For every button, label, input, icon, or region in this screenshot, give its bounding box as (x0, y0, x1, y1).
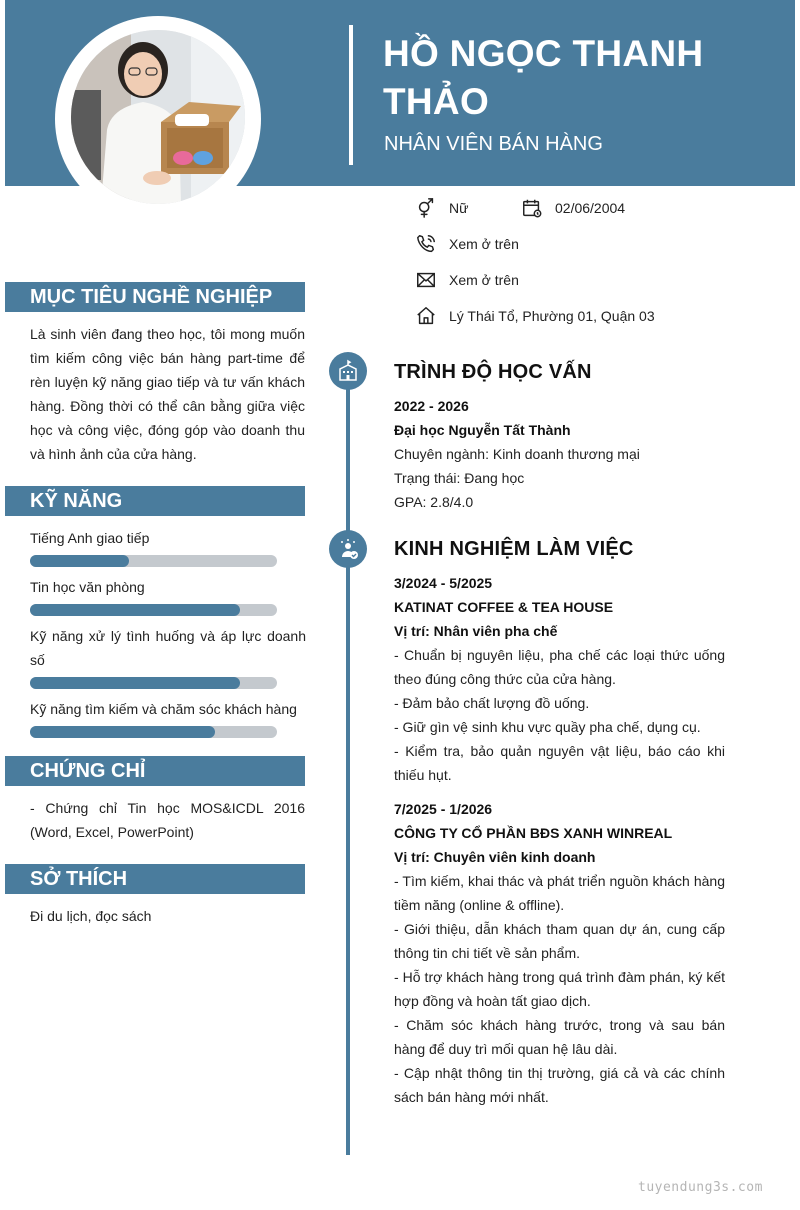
skill-bar-fill (30, 677, 240, 689)
profile-photo (71, 30, 245, 204)
birthday-row (520, 196, 625, 220)
email-value: Xem ở trên (449, 272, 519, 288)
skill-bar (30, 604, 277, 616)
skill-bar-fill (30, 604, 240, 616)
objective-heading: MỤC TIÊU NGHỀ NGHIỆP (5, 282, 305, 312)
skill-label: Tiếng Anh giao tiếp (30, 530, 150, 546)
skills-heading: KỸ NĂNG (5, 486, 305, 516)
skill-item (30, 575, 306, 616)
header-divider (349, 25, 353, 165)
home-icon (414, 304, 438, 328)
team-icon (329, 530, 367, 568)
hobbies-text: Đi du lịch, đọc sách (30, 908, 152, 924)
skill-bar-fill (30, 726, 215, 738)
gender-row (414, 196, 468, 220)
certificates-heading: CHỨNG CHỈ (5, 756, 305, 786)
education-period: 2022 - 2026 (394, 398, 469, 414)
phone-row (414, 232, 519, 256)
mail-icon (414, 268, 438, 292)
objective-text: Là sinh viên đang theo học, tôi mong muốn tìm kiếm công việc bán hàng part-time để rèn luyện kỹ năng giao tiếp và tư vấn khách hàng. Đồng thời có thể cân bằng giữa việc học và công việc, đóng góp vào doanh thu và hình ảnh của cửa hàng. (30, 326, 305, 462)
job-entry (394, 571, 725, 787)
email-row (414, 268, 519, 292)
job-duty: - Kiểm tra, bảo quản nguyên vật liệu, báo cáo khi thiếu hụt. (394, 743, 725, 783)
job-position: Vị trí: Chuyên viên kinh doanh (394, 849, 596, 865)
education-heading: TRÌNH ĐỘ HỌC VẤN (394, 361, 592, 383)
skill-bar (30, 677, 277, 689)
gender-icon (414, 196, 438, 220)
skill-label: Kỹ năng xử lý tình huống và áp lực doanh số (30, 628, 306, 668)
job-duty: - Giữ gìn vệ sinh khu vực quầy pha chế, dụng cụ. (394, 719, 701, 735)
skill-label: Tin học văn phòng (30, 579, 145, 595)
skill-item (30, 697, 306, 738)
job-company: KATINAT COFFEE & TEA HOUSE (394, 599, 614, 615)
job-period: 3/2024 - 5/2025 (394, 575, 493, 591)
hobbies-heading: SỞ THÍCH (5, 864, 305, 894)
skill-bar-fill (30, 555, 129, 567)
phone-icon (414, 232, 438, 256)
job-duty: - Chuẩn bị nguyên liệu, pha chế các loại thức uống theo đúng công thức của cửa hàng. (394, 647, 725, 687)
education-school: Đại học Nguyễn Tất Thành (394, 422, 571, 438)
watermark: tuyendung3s.com (638, 1180, 763, 1195)
address-value: Lý Thái Tổ, Phường 01, Quận 03 (449, 308, 655, 324)
education-entry (394, 394, 725, 514)
job-duty: - Đảm bảo chất lượng đồ uống. (394, 695, 590, 711)
job-period: 7/2025 - 1/2026 (394, 801, 493, 817)
job-duty: - Tìm kiếm, khai thác và phát triển nguồn khách hàng tiềm năng (online & offline). (394, 873, 725, 913)
education-gpa: GPA: 2.8/4.0 (394, 494, 474, 510)
certificates-text: - Chứng chỉ Tin học MOS&ICDL 2016 (Word, Excel, PowerPoint) (30, 800, 305, 840)
address-row (414, 304, 655, 328)
birthday-value: 02/06/2004 (555, 200, 626, 216)
gender-value: Nữ (449, 200, 469, 216)
job-company: CÔNG TY CỔ PHẦN BĐS XANH WINREAL (394, 825, 673, 841)
calendar-icon (520, 196, 544, 220)
phone-value: Xem ở trên (449, 236, 519, 252)
school-icon (329, 352, 367, 390)
full-name: HỒ NGỌC THANH THẢO (383, 33, 704, 122)
timeline-line (346, 372, 350, 1155)
skill-label: Kỹ năng tìm kiếm và chăm sóc khách hàng (30, 701, 297, 717)
experience-heading: KINH NGHIỆM LÀM VIỆC (394, 538, 634, 560)
education-status: Trạng thái: Đang học (394, 470, 525, 486)
job-position: Vị trí: Nhân viên pha chế (394, 623, 558, 639)
job-duty: - Hỗ trợ khách hàng trong quá trình đàm phán, ký kết hợp đồng và hoàn tất giao dịch. (394, 969, 725, 1009)
skill-bar (30, 555, 277, 567)
job-duty: - Cập nhật thông tin thị trường, giá cả và các chính sách bán hàng mới nhất. (394, 1065, 725, 1105)
job-duty: - Giới thiệu, dẫn khách tham quan dự án, cung cấp thông tin chi tiết về sản phẩm. (394, 921, 725, 961)
skill-item (30, 624, 306, 689)
education-major: Chuyên ngành: Kinh doanh thương mại (394, 446, 640, 462)
skill-bar (30, 726, 277, 738)
job-entry (394, 797, 725, 1109)
job-duty: - Chăm sóc khách hàng trước, trong và sau bán hàng để duy trì mối quan hệ lâu dài. (394, 1017, 725, 1057)
job-title: NHÂN VIÊN BÁN HÀNG (384, 133, 603, 155)
skill-item (30, 526, 306, 567)
